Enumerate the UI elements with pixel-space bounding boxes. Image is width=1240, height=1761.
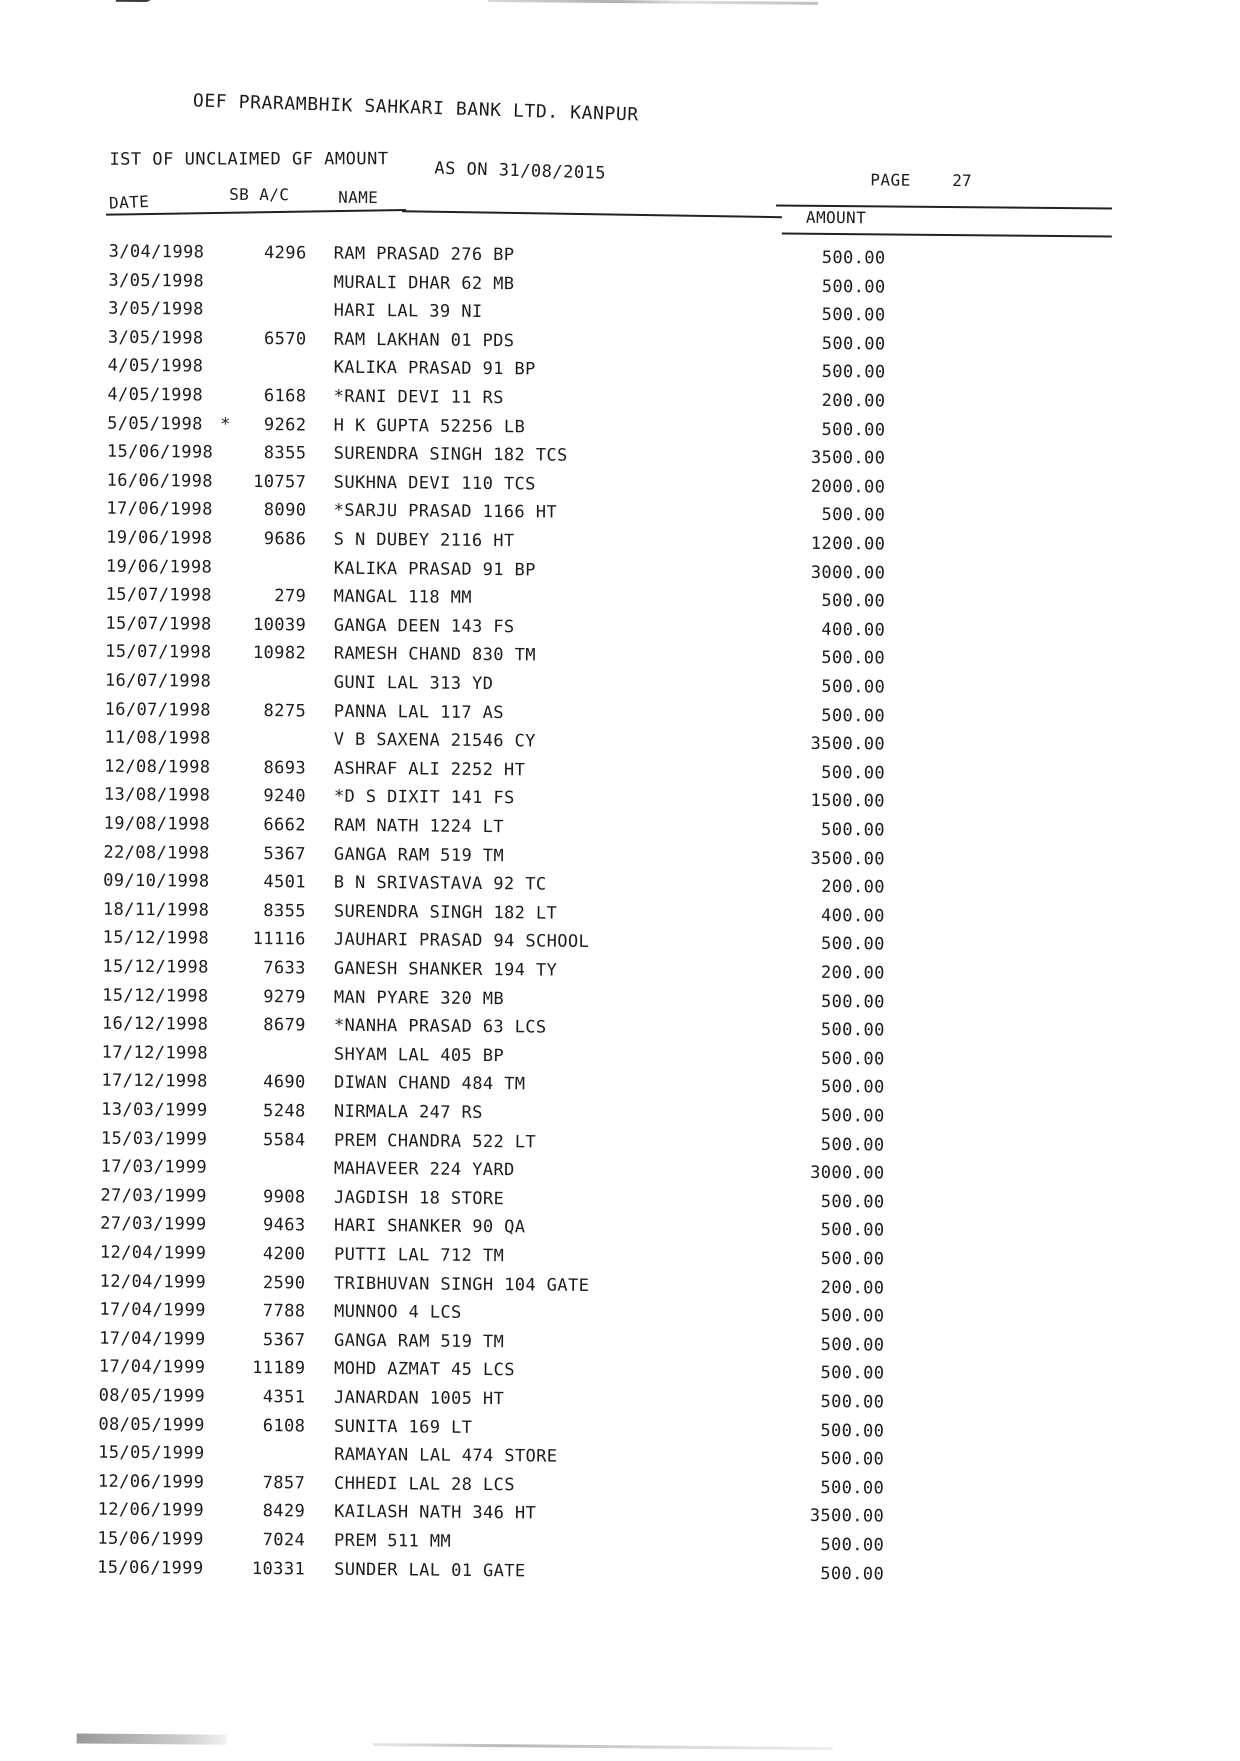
name-cell: PREM CHANDRA 522 LT xyxy=(333,1130,537,1153)
sb-ac-cell xyxy=(229,357,307,358)
amount-cell: 500.00 xyxy=(821,705,886,727)
name-cell: *NANHA PRASAD 63 LCS xyxy=(333,1015,547,1038)
sb-ac-cell xyxy=(227,1444,305,1445)
name-cell: *D S DIXIT 141 FS xyxy=(333,787,515,809)
amount-cell: 500.00 xyxy=(820,1334,885,1356)
amount-cell: 500.00 xyxy=(821,362,886,383)
list-title: IST OF UNCLAIMED GF AMOUNT xyxy=(109,149,389,170)
amount-cell: 500.00 xyxy=(820,1477,885,1499)
page-label: PAGE xyxy=(870,170,911,190)
column-header-amount: AMOUNT xyxy=(805,207,867,228)
date-cell: 08/05/1999 xyxy=(98,1414,205,1436)
sb-ac-cell: 4296 xyxy=(263,243,307,264)
date-cell: 12/06/1999 xyxy=(97,1471,205,1493)
amount-cell: 500.00 xyxy=(820,1077,885,1098)
date-cell: 19/06/1998 xyxy=(106,527,213,549)
date-cell: 12/04/1999 xyxy=(99,1242,207,1264)
name-cell: MURALI DHAR 62 MB xyxy=(333,272,515,294)
date-cell: 15/12/1998 xyxy=(102,928,210,949)
sb-ac-cell xyxy=(229,271,307,272)
name-cell: TRIBHUVAN SINGH 104 GATE xyxy=(333,1273,590,1296)
sb-ac-cell: 4200 xyxy=(262,1244,306,1265)
amount-cell: 500.00 xyxy=(821,505,886,526)
sb-ac-cell: 8429 xyxy=(262,1501,306,1522)
name-cell: MUNNOO 4 LCS xyxy=(333,1301,462,1323)
name-cell: GUNI LAL 313 YD xyxy=(333,672,494,695)
sb-ac-cell xyxy=(228,1044,306,1045)
name-cell: RAMESH CHAND 830 TM xyxy=(333,644,536,666)
name-cell: MAN PYARE 320 MB xyxy=(333,987,505,1009)
sb-ac-cell: 7024 xyxy=(262,1530,306,1551)
sb-ac-cell xyxy=(228,672,306,673)
column-header-name: NAME xyxy=(338,187,379,208)
bank-name: OEF PRARAMBHIK SAHKARI BANK LTD. KANPUR xyxy=(192,90,640,126)
name-cell: HARI LAL 39 NI xyxy=(333,300,483,323)
name-cell: SUKHNA DEVI 110 TCS xyxy=(333,472,536,495)
amount-cell: 3000.00 xyxy=(810,1163,885,1184)
date-cell: 3/05/1998 xyxy=(108,298,204,320)
date-cell: 12/08/1998 xyxy=(104,756,211,778)
amount-cell: 500.00 xyxy=(821,276,886,298)
date-cell: 13/08/1998 xyxy=(103,785,211,806)
amount-cell: 400.00 xyxy=(820,905,885,927)
sb-ac-cell: 9240 xyxy=(263,786,307,807)
amount-cell: 500.00 xyxy=(820,1449,885,1470)
name-cell: ASHRAF ALI 2252 HT xyxy=(333,758,526,781)
name-cell: SURENDRA SINGH 182 LT xyxy=(333,901,558,924)
date-cell: 11/08/1998 xyxy=(104,727,211,749)
sb-ac-cell: 9262 xyxy=(263,414,307,436)
name-cell: NIRMALA 247 RS xyxy=(333,1101,483,1123)
amount-cell: 1200.00 xyxy=(810,533,886,555)
row-mark: * xyxy=(220,414,231,435)
sb-ac-cell: 6168 xyxy=(263,386,307,407)
column-header-date: DATE xyxy=(108,191,150,213)
name-cell: HARI SHANKER 90 QA xyxy=(333,1216,526,1238)
list-as-on-date: AS ON 31/08/2015 xyxy=(434,158,607,184)
name-cell: JANARDAN 1005 HT xyxy=(333,1387,505,1410)
date-cell: 4/05/1998 xyxy=(107,356,204,377)
date-cell: 09/10/1998 xyxy=(103,870,210,892)
name-cell: KALIKA PRASAD 91 BP xyxy=(333,358,536,380)
name-cell: KAILASH NATH 346 HT xyxy=(334,1502,537,1524)
sb-ac-cell: 7633 xyxy=(263,958,306,979)
amount-cell: 3500.00 xyxy=(809,1506,885,1527)
amount-cell: 500.00 xyxy=(820,1563,885,1585)
name-cell: SUNDER LAL 01 GATE xyxy=(334,1559,526,1581)
sb-ac-cell: 8355 xyxy=(263,443,307,464)
sb-ac-cell: 6662 xyxy=(263,815,307,836)
sb-ac-cell: 6108 xyxy=(262,1415,306,1437)
date-cell: 15/07/1998 xyxy=(105,613,212,635)
amount-cell: 500.00 xyxy=(821,419,886,441)
amount-cell: 500.00 xyxy=(821,762,886,784)
sb-ac-cell: 4351 xyxy=(262,1387,306,1408)
name-cell: S N DUBEY 2116 HT xyxy=(333,529,515,552)
sb-ac-cell: 6570 xyxy=(263,328,307,350)
date-cell: 27/03/1999 xyxy=(100,1185,207,1207)
amount-cell: 500.00 xyxy=(820,1105,885,1127)
date-cell: 16/06/1998 xyxy=(106,470,214,492)
name-cell: PANNA LAL 117 AS xyxy=(333,701,505,723)
amount-cell: 500.00 xyxy=(821,819,886,841)
name-cell: CHHEDI LAL 28 LCS xyxy=(333,1473,515,1496)
name-cell: GANGA RAM 519 TM xyxy=(333,1330,505,1352)
amount-cell: 500.00 xyxy=(820,1306,885,1327)
sb-ac-cell: 279 xyxy=(274,586,307,607)
sb-ac-cell: 9908 xyxy=(262,1186,306,1208)
date-cell: 16/07/1998 xyxy=(104,670,212,692)
amount-cell: 500.00 xyxy=(821,591,886,612)
sb-ac-cell: 5367 xyxy=(263,843,307,865)
date-cell: 18/11/1998 xyxy=(102,899,210,921)
date-cell: 17/04/1999 xyxy=(98,1357,206,1378)
date-cell: 13/03/1999 xyxy=(101,1099,208,1121)
column-header-sb-ac: SB A/C xyxy=(229,184,290,205)
sb-ac-cell: 11189 xyxy=(252,1358,306,1379)
date-cell: 4/05/1998 xyxy=(107,384,204,406)
date-cell: 12/04/1999 xyxy=(99,1271,207,1293)
amount-cell: 1500.00 xyxy=(810,791,886,812)
scan-artifact-bottom-left xyxy=(77,1733,227,1744)
date-cell: 15/06/1999 xyxy=(97,1557,204,1579)
date-cell: 22/08/1998 xyxy=(103,842,210,864)
date-cell: 19/06/1998 xyxy=(105,556,213,578)
date-cell: 17/12/1998 xyxy=(101,1071,208,1092)
sb-ac-cell: 5248 xyxy=(263,1101,306,1122)
name-cell: KALIKA PRASAD 91 BP xyxy=(333,558,536,581)
sb-ac-cell: 4690 xyxy=(263,1072,306,1093)
sb-ac-cell: 10982 xyxy=(252,643,307,664)
amount-cell: 500.00 xyxy=(821,676,886,698)
date-cell: 3/04/1998 xyxy=(108,241,205,263)
amount-cell: 500.00 xyxy=(821,247,886,269)
amount-cell: 500.00 xyxy=(820,934,885,955)
sb-ac-cell: 10757 xyxy=(253,471,307,493)
date-cell: 17/03/1999 xyxy=(100,1156,208,1178)
date-cell: 17/12/1998 xyxy=(101,1042,209,1064)
name-cell: SURENDRA SINGH 182 TCS xyxy=(333,443,568,466)
date-cell: 15/06/1999 xyxy=(97,1528,204,1550)
amount-cell: 500.00 xyxy=(821,305,886,326)
name-cell: B N SRIVASTAVA 92 TC xyxy=(333,872,547,895)
amount-cell: 3500.00 xyxy=(810,734,886,755)
amount-cell: 500.00 xyxy=(820,1134,885,1156)
date-cell: 15/06/1998 xyxy=(106,441,214,463)
amount-cell: 500.00 xyxy=(821,648,886,669)
name-cell: *RANI DEVI 11 RS xyxy=(333,386,504,409)
date-cell: 16/12/1998 xyxy=(101,1013,209,1035)
sb-ac-cell: 10039 xyxy=(252,614,307,636)
name-cell: V B SAXENA 21546 CY xyxy=(333,729,536,752)
sb-ac-cell xyxy=(228,729,306,730)
amount-cell: 500.00 xyxy=(820,1248,885,1270)
date-cell: 19/08/1998 xyxy=(103,813,211,835)
sb-ac-cell xyxy=(228,1158,306,1159)
name-cell: MANGAL 118 MM xyxy=(333,586,473,609)
amount-cell: 500.00 xyxy=(820,1363,885,1384)
name-cell: SUNITA 169 LT xyxy=(333,1416,473,1438)
amount-cell: 500.00 xyxy=(820,1191,885,1213)
name-cell: MOHD AZMAT 45 LCS xyxy=(333,1359,515,1381)
name-cell: MAHAVEER 224 YARD xyxy=(333,1158,515,1181)
page-number: 27 xyxy=(952,171,972,191)
date-cell: 15/07/1998 xyxy=(105,642,212,663)
name-cell: GANESH SHANKER 194 TY xyxy=(333,958,558,981)
sb-ac-cell: 8693 xyxy=(263,757,307,779)
amount-cell: 200.00 xyxy=(821,877,886,898)
amount-cell: 500.00 xyxy=(820,1048,885,1070)
sb-ac-cell: 4501 xyxy=(263,872,307,893)
sb-ac-cell: 7788 xyxy=(262,1301,306,1322)
sb-ac-cell: 11116 xyxy=(252,929,306,950)
sb-ac-cell xyxy=(228,557,306,558)
sb-ac-cell: 8355 xyxy=(263,900,306,922)
amount-cell: 3500.00 xyxy=(810,448,886,469)
name-cell: RAM NATH 1224 LT xyxy=(333,815,505,838)
amount-cell: 500.00 xyxy=(820,1020,885,1041)
date-cell: 3/05/1998 xyxy=(107,327,204,349)
name-cell: RAMAYAN LAL 474 STORE xyxy=(334,1444,558,1467)
sb-ac-cell: 9686 xyxy=(263,529,307,550)
amount-cell: 500.00 xyxy=(820,1391,885,1413)
amount-cell: 200.00 xyxy=(821,390,886,412)
date-cell: 15/05/1999 xyxy=(98,1442,205,1464)
sb-ac-cell: 10331 xyxy=(251,1558,306,1580)
date-cell: 17/04/1999 xyxy=(99,1328,206,1350)
amount-cell: 3000.00 xyxy=(810,562,886,584)
date-cell: 15/03/1999 xyxy=(100,1128,208,1150)
date-cell: 27/03/1999 xyxy=(100,1214,207,1235)
amount-cell: 500.00 xyxy=(820,991,885,1013)
sb-ac-cell: 2590 xyxy=(262,1272,306,1294)
sb-ac-cell: 9463 xyxy=(262,1215,306,1236)
name-cell: PREM 511 MM xyxy=(333,1530,452,1552)
name-cell: PUTTI LAL 712 TM xyxy=(333,1244,505,1267)
sb-ac-cell: 8275 xyxy=(263,700,307,722)
sb-ac-cell: 8679 xyxy=(263,1015,306,1036)
sb-ac-cell: 9279 xyxy=(263,986,306,1008)
name-cell: GANGA RAM 519 TM xyxy=(333,844,505,866)
name-cell: RAM PRASAD 276 BP xyxy=(333,243,515,266)
date-cell: 08/05/1999 xyxy=(98,1385,206,1407)
date-cell: 12/06/1999 xyxy=(97,1500,205,1521)
amount-cell: 500.00 xyxy=(820,1220,885,1241)
name-cell: SHYAM LAL 405 BP xyxy=(333,1044,505,1066)
name-cell: DIWAN CHAND 484 TM xyxy=(333,1073,526,1095)
name-cell: H K GUPTA 52256 LB xyxy=(333,415,526,437)
amount-cell: 200.00 xyxy=(820,1277,885,1299)
sb-ac-cell: 7857 xyxy=(262,1472,306,1494)
amount-cell: 500.00 xyxy=(821,333,886,355)
date-cell: 15/12/1998 xyxy=(102,985,209,1007)
sb-ac-cell: 5584 xyxy=(262,1129,306,1151)
name-cell: *SARJU PRASAD 1166 HT xyxy=(333,501,558,524)
sb-ac-cell: 8090 xyxy=(263,500,307,521)
date-cell: 16/07/1998 xyxy=(104,699,212,721)
name-cell: JAUHARI PRASAD 94 SCHOOL xyxy=(333,930,590,953)
name-cell: JAGDISH 18 STORE xyxy=(333,1187,505,1209)
sb-ac-cell: 5367 xyxy=(262,1329,306,1351)
date-cell: 5/05/1998 xyxy=(107,413,203,435)
sb-ac-cell xyxy=(229,300,307,301)
date-cell: 3/05/1998 xyxy=(108,270,205,292)
amount-cell: 500.00 xyxy=(820,1534,885,1556)
amount-cell: 2000.00 xyxy=(810,476,886,498)
name-cell: GANGA DEEN 143 FS xyxy=(333,615,515,638)
date-cell: 17/06/1998 xyxy=(106,499,213,520)
date-cell: 17/04/1999 xyxy=(99,1299,206,1321)
amount-cell: 500.00 xyxy=(820,1420,885,1442)
date-cell: 15/12/1998 xyxy=(102,956,209,978)
date-cell: 15/07/1998 xyxy=(105,584,213,606)
amount-cell: 200.00 xyxy=(820,962,885,984)
amount-cell: 400.00 xyxy=(821,619,886,641)
amount-cell: 3500.00 xyxy=(810,848,886,870)
name-cell: RAM LAKHAN 01 PDS xyxy=(333,329,515,352)
